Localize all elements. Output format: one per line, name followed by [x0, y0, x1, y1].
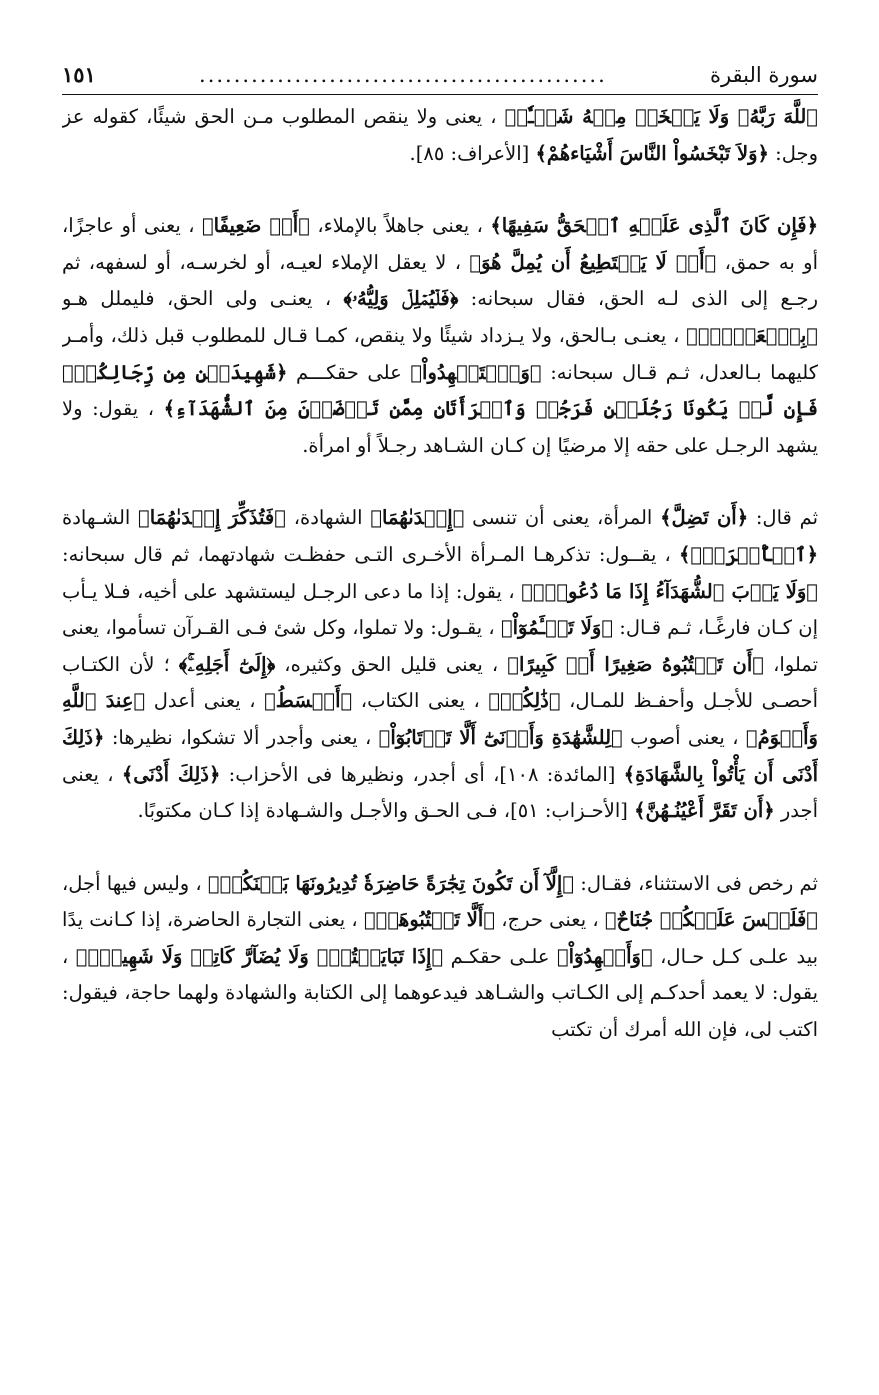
book-page	[62, 48, 818, 1378]
commentary-text: ، لا يعقل الإملاء لعيـه، أو لخرسـه، أو لسفهه، ثم رجـع إلى الذى لـه الحق، فقال سبحانه:	[62, 250, 818, 311]
commentary-text: الشـهادة	[62, 506, 139, 530]
quran-quote: ﴿فَإِن كَانَ ٱلَّذِى عَلَيۡهِ ٱلۡحَقُّ سَفِيهًا﴾	[490, 214, 818, 238]
commentary-text: ، يقـول: ولا تملوا، وكل شئ فـى القـرآن تسأموا، يعنى تملوا،	[62, 616, 818, 676]
quran-quote: ﴿أَلَّا تَكۡتُبُوهَاۗ﴾	[363, 908, 496, 932]
commentary-text: ، يعنى وأجدر ألا تشكوا، نظيرها:	[104, 725, 379, 749]
header-rule	[62, 94, 818, 95]
quran-quote: ﴿ذَلِكَ أَدْنَى أَن يَأْتُواْ بِالشَّهَادَةِ﴾	[62, 725, 818, 786]
commentary-text: المرأة، يعنى أن تنسى	[464, 506, 661, 530]
quran-quote: ﴿إِلَّآ أَن تَكُونَ تِجَٰرَةً حَاضِرَةٗ تُدِيرُونَهَا بَيۡنَكُمۡ﴾	[207, 871, 575, 895]
quran-quote: ﴿شَهِيدَيۡنِ مِن رِّجَالِكُمۡۖ فَإِن لَّمۡ يَكُونَا رَجُلَيۡنِ فَرَجُلٞ وَٱمۡرَأَتَانِ مِمَّن تَرۡضَوۡنَ مِنَ ٱلشُّهَدَآءِ﴾	[62, 360, 818, 421]
quran-quote: ﴿أَوۡ لَا يَسۡتَطِيعُ أَن يُمِلَّ هُوَ﴾	[469, 250, 717, 274]
commentary-text: [الأعراف: ٨٥].	[409, 141, 536, 165]
commentary-text: ، يقــول: تذكرهـا المـرأة الأخـرى التـى حفظـت شهادتهما، ثم قال سبحانه:	[62, 542, 679, 566]
quran-quote: ﴿ٱلۡأُخۡرَىٰۚ﴾	[678, 542, 818, 566]
quran-quote: ﴿إِحۡدَىٰهُمَا﴾	[370, 506, 465, 530]
commentary-text: ، وليس فيها أجل،	[62, 871, 208, 895]
commentary-text: ، يقول: لا يعمد أحدكـم إلى الكـاتب والشـاهد فيدعوهما إلى الكتابة والشهادة ولهما حاجة، فيقول: اكتب لى، فإن الله أمرك أن تكتب	[62, 944, 818, 1042]
paragraph	[62, 208, 818, 464]
commentary-text: الشهادة،	[285, 506, 371, 530]
commentary-text: [الأحـزاب: ٥١]، فـى الحـق والأجـل والشـهادة إذا كـان مكتوبًا.	[137, 799, 635, 823]
quran-quote: ﴿إِلَىٰٓ أَجَلِهِۦۚ﴾	[178, 652, 276, 676]
commentary-text: ، يعنى ولا ينقص المطلوب مـن الحق شيئًا، كقوله عز وجل:	[62, 105, 818, 165]
page-number: ١٥١	[62, 62, 96, 87]
commentary-text: ، يعنى أصوب	[622, 725, 746, 749]
quran-quote: ﴿وَلَا يَأۡبَ ٱلشُّهَدَآءُ إِذَا مَا دُعُواْۚ﴾	[521, 579, 818, 603]
commentary-text: ، يعنى التجارة الحاضرة، إذا كـانت يدًا بيد علـى كـل حـال،	[62, 908, 818, 968]
quran-quote: ﴿فَلۡيُمۡلِلۡ وَلِيُّهُۥ﴾	[343, 287, 459, 311]
commentary-text: [المائدة: ١٠٨]، أى أجدر، ونظيرها فى الأحزاب:	[220, 762, 624, 786]
running-header	[62, 48, 818, 90]
commentary-text: ، يعنى أجدر	[62, 762, 818, 823]
quran-quote: ﴿وَلاَ تَبْخَسُواْ النَّاسَ أَشْيَاءهُمْ﴾	[535, 141, 769, 165]
paragraph	[62, 866, 818, 1049]
quran-quote: ﴿فَتُذَكِّرَ إِحۡدَىٰهُمَا﴾	[138, 506, 286, 530]
quran-quote: ﴿ذَلِكَ أَدْنَى﴾	[121, 762, 221, 786]
commentary-text: ، يقول: ولا يشهد الرجـل على حقه إلا مرضيًا إن كـان الشـاهد رجـلاً أو امرأة.	[62, 397, 818, 457]
quran-quote: ﴿ذَٰلِكُمۡ﴾	[488, 689, 561, 713]
quran-quote: ﴿بِٱلۡعَدۡلِۚ﴾	[686, 323, 818, 347]
paragraph	[62, 99, 818, 172]
commentary-text: ، يعنـى بـالحق، ولا يـزداد شيئًا ولا ينقص، كمـا قـال للمطلوب قبل ذلك، وأمـر كليهما بـالعدل، ثـم قـال سبحانه:	[62, 323, 818, 384]
page-body	[62, 99, 818, 1049]
paragraph	[62, 500, 818, 829]
commentary-text: ثم رخص فى الاستثناء، فقـال:	[574, 871, 818, 895]
quran-quote: ﴿أَقۡسَطُ﴾	[264, 689, 353, 713]
quran-quote: ﴿إِذَا تَبَايَعۡتُمۡۚ وَلَا يُضَآرَّ كَاتِبٞ وَلَا شَهِيدٞۚ﴾	[75, 944, 444, 968]
surah-title: سورة البقرة	[709, 63, 818, 87]
commentary-text: ثم قال:	[748, 506, 818, 530]
commentary-text: ؛ لأن الكتـاب أحصـى للأجـل وأحفـظ للمـال،	[62, 652, 818, 713]
commentary-text: ، يعنـى ولى الحق، فليملل هـو	[62, 287, 344, 311]
quran-quote: ٱللَّهَ رَبَّهُۥ وَلَا يَبۡخَسۡ مِنۡهُ شَيۡـٔٗاۚ	[504, 105, 818, 128]
commentary-text: ، يعنى أو عاجزًا، أو به حمق،	[62, 214, 818, 274]
commentary-text: ، يعنى أعدل	[145, 689, 265, 713]
quran-quote: ﴿عِندَ ٱللَّهِ وَأَقۡوَمُ﴾	[62, 689, 818, 749]
quran-quote: ﴿أَن تَقَرَّ أَعْيُنُـهُنَّ﴾	[634, 799, 775, 823]
leader-dots: ...............................................	[199, 63, 607, 87]
commentary-text: ، يعنى حرج،	[495, 908, 605, 932]
quran-quote: ﴿وَٱسۡتَشۡهِدُواْ﴾	[410, 360, 542, 384]
quran-quote: ﴿وَلَا تَسۡـَٔمُوٓاْ﴾	[500, 616, 614, 640]
quran-quote: ﴿أَوۡ ضَعِيفًا﴾	[201, 214, 310, 238]
commentary-text: ، يعنى قليل الحق وكثيره،	[275, 652, 508, 676]
quran-quote: ﴿وَأَشۡهِدُوٓاْ﴾	[556, 944, 653, 968]
commentary-text: ، يعنى الكتاب،	[352, 689, 489, 713]
commentary-text: على حقكـــم	[287, 360, 411, 384]
quran-quote: ﴿فَلَيۡسَ عَلَيۡكُمۡ جُنَاحٌ﴾	[604, 908, 818, 932]
commentary-text: علـى حقكـم	[443, 944, 557, 968]
quran-quote: ﴿أَن تَضِلَّ﴾	[660, 506, 749, 530]
commentary-text: ، يعنى جاهلاً بالإملاء،	[309, 214, 491, 238]
quran-quote: ﴿أَن تَكۡتُبُوهُ صَغِيرًا أَوۡ كَبِيرًا﴾	[507, 652, 764, 676]
quran-quote: ﴿لِلشَّهَٰدَةِ وَأَدۡنَىٰٓ أَلَّا تَرۡتَابُوٓاْ﴾	[378, 725, 623, 749]
commentary-text: ، يقول: إذا ما دعى الرجـل ليستشهد على أخيه، فـلا يـأب إن كـان فارغًـا، ثـم قـال:	[62, 579, 818, 640]
